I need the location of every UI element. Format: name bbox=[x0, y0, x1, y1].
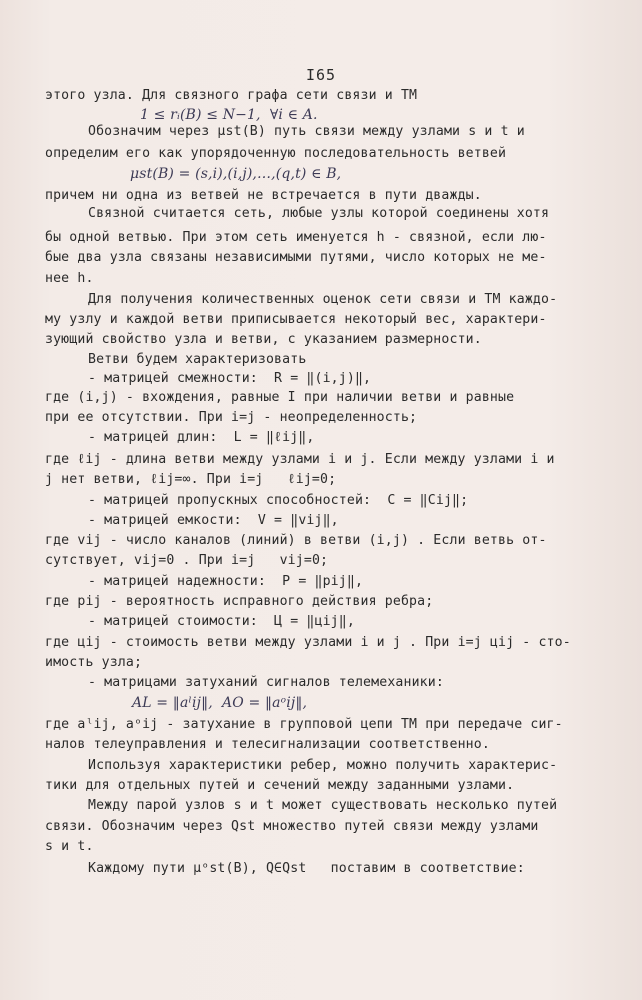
text-line: - матрицей длин: L = ‖ℓij‖, bbox=[88, 430, 315, 445]
formula-line: AL = ‖aˡij‖, AO = ‖aᵒij‖, bbox=[132, 695, 308, 711]
text-line: му узлу и каждой ветви приписывается некоторый вес, характери- bbox=[45, 312, 547, 327]
text-line: - матрицей емкости: V = ‖vij‖, bbox=[88, 513, 339, 528]
text-line: Ветви будем характеризовать bbox=[88, 352, 307, 367]
formula-line: 1 ≤ rᵢ(B) ≤ N−1, ∀i ∈ A. bbox=[140, 107, 318, 123]
text-line: зующий свойство узла и ветви, с указанием размерности. bbox=[45, 332, 482, 347]
text-line: где ℓij - длина ветви между узлами i и j. Если между узлами i и bbox=[45, 452, 555, 467]
text-line: определим его как упорядоченную последовательность ветвей bbox=[45, 146, 507, 161]
text-line: бые два узла связаны независимыми путями, число которых не ме- bbox=[45, 250, 547, 265]
text-line: сутствует, vij=0 . При i=j vij=0; bbox=[45, 553, 329, 568]
text-line: Для получения количественных оценок сети связи и ТМ каждо- bbox=[88, 292, 558, 307]
text-line: бы одной ветвью. При этом сеть именуется h - связной, если лю- bbox=[45, 230, 547, 245]
text-line: Обозначим через μst(B) путь связи между узлами s и t и bbox=[88, 124, 525, 139]
formula-line: μst(B) = (s,i),(i,j),…,(q,t) ∈ B, bbox=[130, 166, 342, 182]
text-line: связи. Обозначим через Qst множество путей связи между узлами bbox=[45, 819, 539, 834]
text-line: тики для отдельных путей и сечений между заданными узлами. bbox=[45, 778, 515, 793]
text-line: j нет ветви, ℓij=∞. При i=j ℓij=0; bbox=[45, 472, 337, 487]
text-line: где vij - число каналов (линий) в ветви (i,j) . Если ветвь от- bbox=[45, 533, 547, 548]
text-line: этого узла. Для связного графа сети связи и ТМ bbox=[45, 88, 418, 103]
text-line: - матрицами затуханий сигналов телемеханики: bbox=[88, 675, 444, 690]
text-line: где цij - стоимость ветви между узлами i и j . При i=j цij - сто- bbox=[45, 635, 571, 650]
text-line: Между парой узлов s и t может существовать несколько путей bbox=[88, 798, 558, 813]
text-line: s и t. bbox=[45, 839, 94, 854]
page-number: I65 bbox=[305, 66, 337, 84]
text-line: при ее отсутствии. При i=j - неопределенность; bbox=[45, 410, 418, 425]
text-line: причем ни одна из ветвей не встречается в пути дважды. bbox=[45, 188, 482, 203]
text-line: где pij - вероятность исправного действия ребра; bbox=[45, 594, 434, 609]
text-line: - матрицей стоимости: Ц = ‖цij‖, bbox=[88, 614, 355, 629]
text-line: Используя характеристики ребер, можно получить характерис- bbox=[88, 758, 558, 773]
text-line: - матрицей смежности: R = ‖(i,j)‖, bbox=[88, 371, 372, 386]
text-line: - матрицей пропускных способностей: C = ‖Cij‖; bbox=[88, 493, 469, 508]
text-line: - матрицей надежности: P = ‖pij‖, bbox=[88, 574, 364, 589]
text-line: имость узла; bbox=[45, 655, 143, 670]
text-line: налов телеуправления и телесигнализации соответственно. bbox=[45, 737, 490, 752]
text-line: где (i,j) - вхождения, равные I при наличии ветви и равные bbox=[45, 390, 515, 405]
text-line: где aˡij, aᵒij - затухание в групповой цепи ТМ при передаче сиг- bbox=[45, 717, 563, 732]
text-line: Каждому пути μᵒst(B), Q∈Qst поставим в соответствие: bbox=[88, 861, 525, 876]
text-line: Связной считается сеть, любые узлы которой соединены хотя bbox=[88, 206, 550, 221]
text-line: нее h. bbox=[45, 271, 94, 286]
